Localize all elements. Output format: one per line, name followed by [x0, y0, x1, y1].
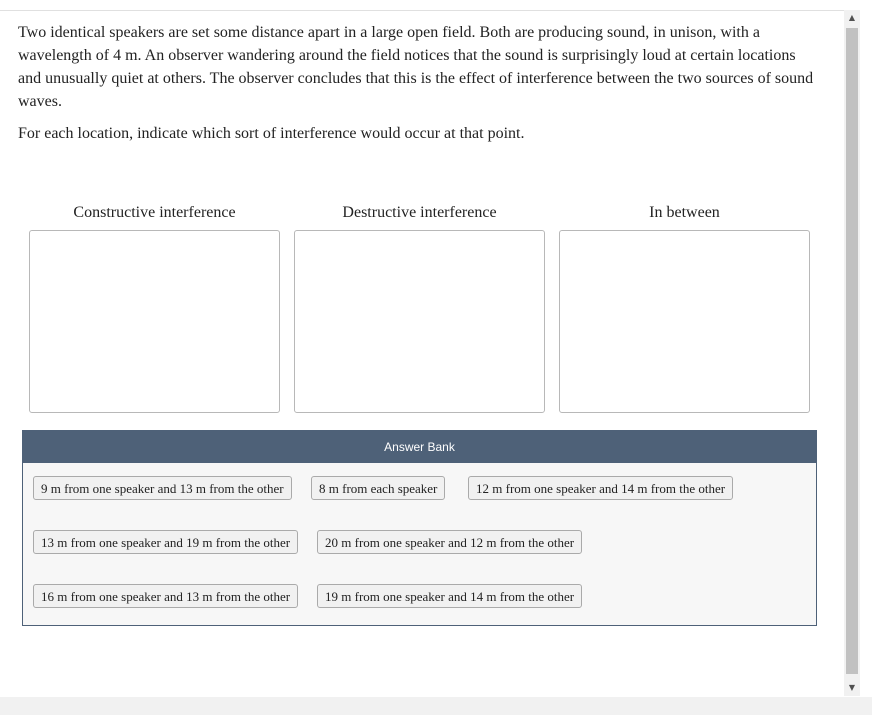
answer-chip[interactable]: 20 m from one speaker and 12 m from the other — [317, 530, 582, 554]
category-heading-constructive: Constructive interference — [73, 204, 236, 221]
answer-chip[interactable]: 12 m from one speaker and 14 m from the other — [468, 476, 733, 500]
scroll-up-icon[interactable]: ▲ — [848, 13, 856, 22]
category-heading-destructive: Destructive interference — [342, 204, 497, 221]
question-text — [18, 21, 818, 145]
drop-zone-destructive[interactable] — [294, 230, 545, 413]
category-heading-in-between: In between — [649, 204, 720, 221]
drop-zone-constructive[interactable] — [29, 230, 280, 413]
drop-zone-in-between[interactable] — [559, 230, 810, 413]
bottom-strip — [0, 697, 872, 715]
answer-chip[interactable]: 19 m from one speaker and 14 m from the other — [317, 584, 582, 608]
vertical-scrollbar[interactable] — [844, 10, 860, 696]
question-paragraph: Two identical speakers are set some distance apart in a large open field. Both are producing sound, in unison, with a wavelength of 4 m. An observer wandering around the field notices that the sound is surprisingly loud at certain locations and unusually quiet at others. The observer concludes that this is the effect of interference between the two sources of sound waves. — [18, 24, 814, 110]
answer-chip[interactable]: 9 m from one speaker and 13 m from the other — [33, 476, 292, 500]
answer-chip[interactable]: 13 m from one speaker and 19 m from the other — [33, 530, 298, 554]
answer-bank — [22, 430, 817, 626]
scroll-thumb[interactable] — [846, 28, 858, 674]
question-instruction: For each location, indicate which sort of interference would occur at that point. — [18, 125, 525, 142]
scroll-down-icon[interactable]: ▼ — [848, 683, 856, 692]
content-viewport — [0, 10, 844, 698]
answer-chip[interactable]: 8 m from each speaker — [311, 476, 445, 500]
answer-bank-title: Answer Bank — [23, 431, 816, 463]
answer-chip[interactable]: 16 m from one speaker and 13 m from the other — [33, 584, 298, 608]
